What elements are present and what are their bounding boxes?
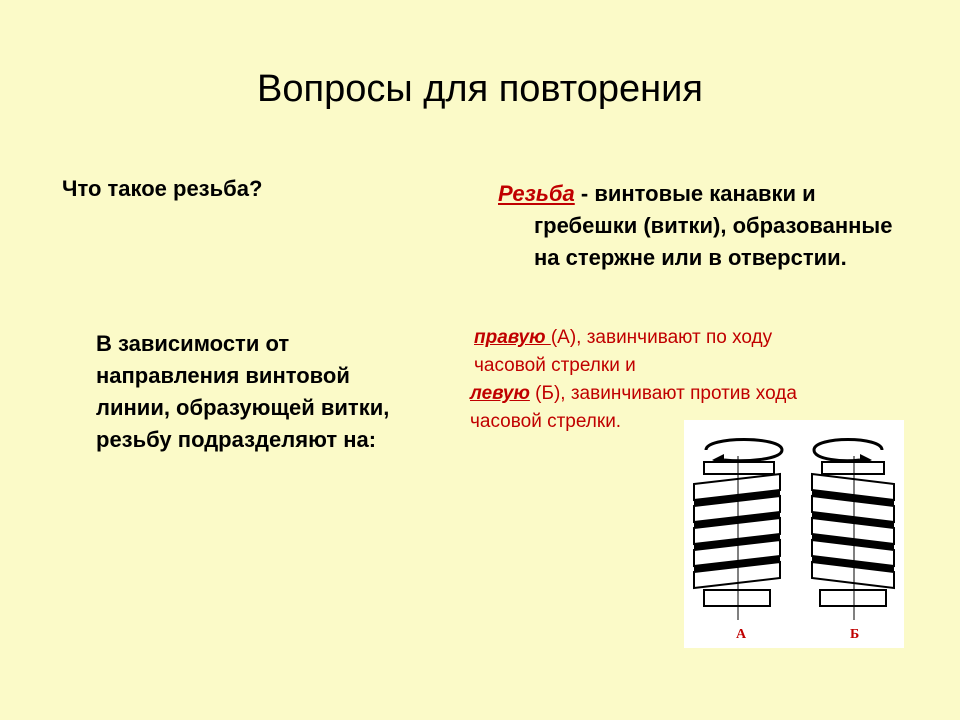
- slide-title: Вопросы для повторения: [257, 68, 703, 110]
- left-thread-line: [470, 380, 910, 408]
- screw-a-illustration: [694, 440, 782, 621]
- right-thread-line: [470, 324, 910, 352]
- figure-label-a: А: [736, 627, 747, 642]
- answer-thread-first-line: - винтовые канавки и: [574, 181, 816, 206]
- answer-thread-rest: гребешки (витки), образованные на стержне или в отверстии.: [534, 213, 893, 270]
- thread-direction-figure: [684, 420, 904, 648]
- left-thread-text: (Б), завинчивают против хода: [529, 383, 797, 404]
- question-thread-direction: В зависимости от направления винтовой линии, образующей витки, резьбу подразделяют на:: [96, 331, 390, 452]
- term-left-thread: левую: [470, 383, 530, 404]
- figure-label-b: Б: [850, 627, 860, 642]
- term-right-thread: правую: [474, 327, 551, 348]
- left-thread-text-2: часовой стрелки.: [470, 411, 622, 432]
- term-thread: Резьба: [498, 181, 575, 206]
- right-thread-text-2: часовой стрелки и: [474, 355, 636, 376]
- answer-thread-definition: [498, 178, 918, 274]
- screw-b-illustration: [812, 440, 894, 621]
- question-thread: Что такое резьба?: [62, 176, 263, 201]
- right-thread-text: (А), завинчивают по ходу: [550, 327, 773, 348]
- thread-illustration: [684, 420, 904, 648]
